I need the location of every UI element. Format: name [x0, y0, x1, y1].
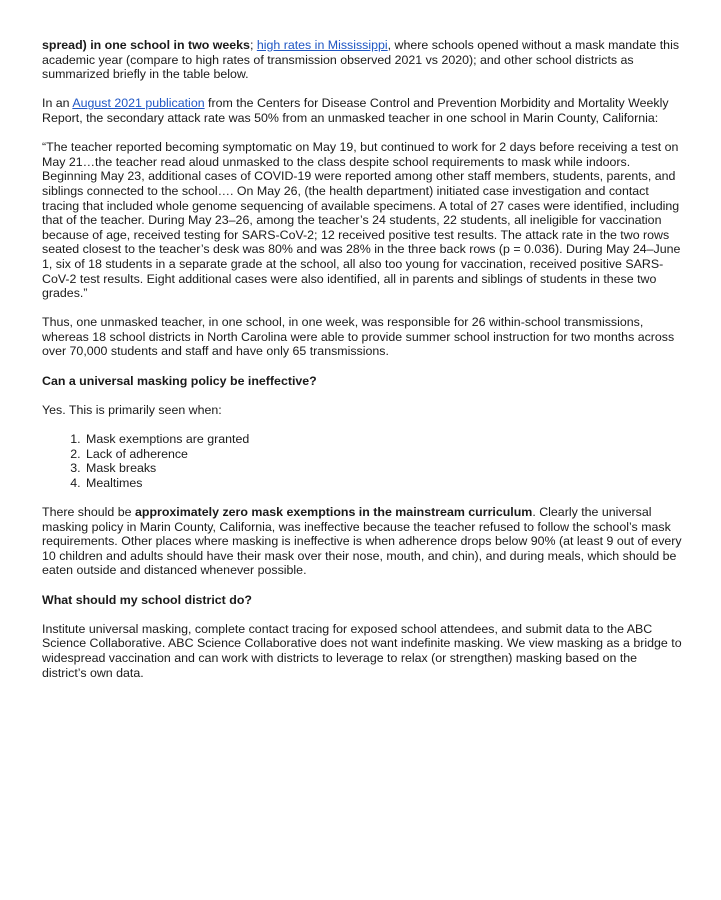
document-page	[42, 38, 682, 695]
exemptions-bold: approximately zero mask exemptions in the mainstream curriculum	[135, 505, 533, 519]
heading-ineffective: Can a universal masking policy be ineffective?	[42, 373, 317, 388]
cdc-pre: In an	[42, 96, 73, 111]
list-item: 3. Mask breaks	[84, 461, 682, 476]
exemptions-rest: . Clearly the universal masking policy in Marin County, California, was ineffective because the teacher refused to follow the school’s mask requirements. Other places where masking is ineffective is when adherence drops below 90% (at least 9 out of every 10 children and adults should have their mask over their nose, mouth, and chin), and during meals, which should be eaten outside and distanced whenever possible.	[42, 505, 682, 578]
paragraph-intro	[42, 38, 682, 82]
ineffective-reasons-list	[42, 432, 682, 490]
link-mississippi[interactable]: high rates in Mississippi	[256, 38, 388, 52]
list-item: 4. Mealtimes	[84, 476, 682, 491]
paragraph-cdc	[42, 96, 682, 125]
quote-block: “The teacher reported becoming symptomatic on May 19, but continued to work for 2 days before receiving a test on May 21…the teacher read aloud unmasked to the class despite school requirements to mask while indoors. Beginning May 23, additional cases of COVID-19 were reported among other staff members, students, parents, and siblings connected to the school…. On May 26, (the health department) initiated case investigation and contact tracing that included whole genome sequencing of available specimens. A total of 27 cases were identified, including that of the teacher. During May 23–26, among the teacher’s 24 students, 22 students, all ineligible for vaccination because of age, received testing for SARS-CoV-2; 12 received positive test results. The attack rate in the two rows seated closest to the teacher’s desk was 80% and was 28% in the three back rows (p = 0.036). During May 24–June 1, six of 18 students in a separate grade at the school, all also too young for vaccination, received positive SARS-CoV-2 test results. Eight additional cases were also identified, all in parents and siblings of students in these two grades.”	[42, 140, 681, 301]
link-august-2021-publication[interactable]: August 2021 publication	[72, 96, 205, 111]
intro-bold-lead: spread) in one school in two weeks	[42, 38, 250, 52]
intro-rest: , where schools opened without a mask mandate this academic year (compare to high rates of transmission observed 2021 vs 2020); and other school districts as summarized briefly in the table below.	[42, 38, 680, 82]
paragraph-recommendation: Institute universal masking, complete contact tracing for exposed school attendees, and submit data to the ABC Science Collaborative. ABC Science Collaborative does not want indefinite masking. We view masking as a bridge to widespread vaccination and can work with districts to leverage to relax (or strengthen) masking based on the district’s own data.	[42, 621, 682, 680]
paragraph-yes: Yes. This is primarily seen when:	[42, 402, 222, 417]
list-item: 1. Mask exemptions are granted	[84, 432, 682, 447]
paragraph-summary: Thus, one unmasked teacher, in one school, in one week, was responsible for 26 within-school transmissions, whereas 18 school districts in North Carolina were able to provide summer school instruction for two months across over 70,000 students and staff and have only 65 transmissions.	[42, 315, 675, 359]
heading-what-to-do: What should my school district do?	[42, 592, 252, 607]
exemptions-pre: There should be	[42, 505, 135, 519]
list-item: 2. Lack of adherence	[84, 447, 682, 462]
cdc-rest: from the Centers for Disease Control and Prevention Morbidity and Mortality Weekly Report, the secondary attack rate was 50% from an unmasked teacher in one school in Marin County, California:	[42, 96, 669, 125]
paragraph-exemptions	[42, 505, 682, 578]
intro-separator: ;	[249, 38, 257, 52]
